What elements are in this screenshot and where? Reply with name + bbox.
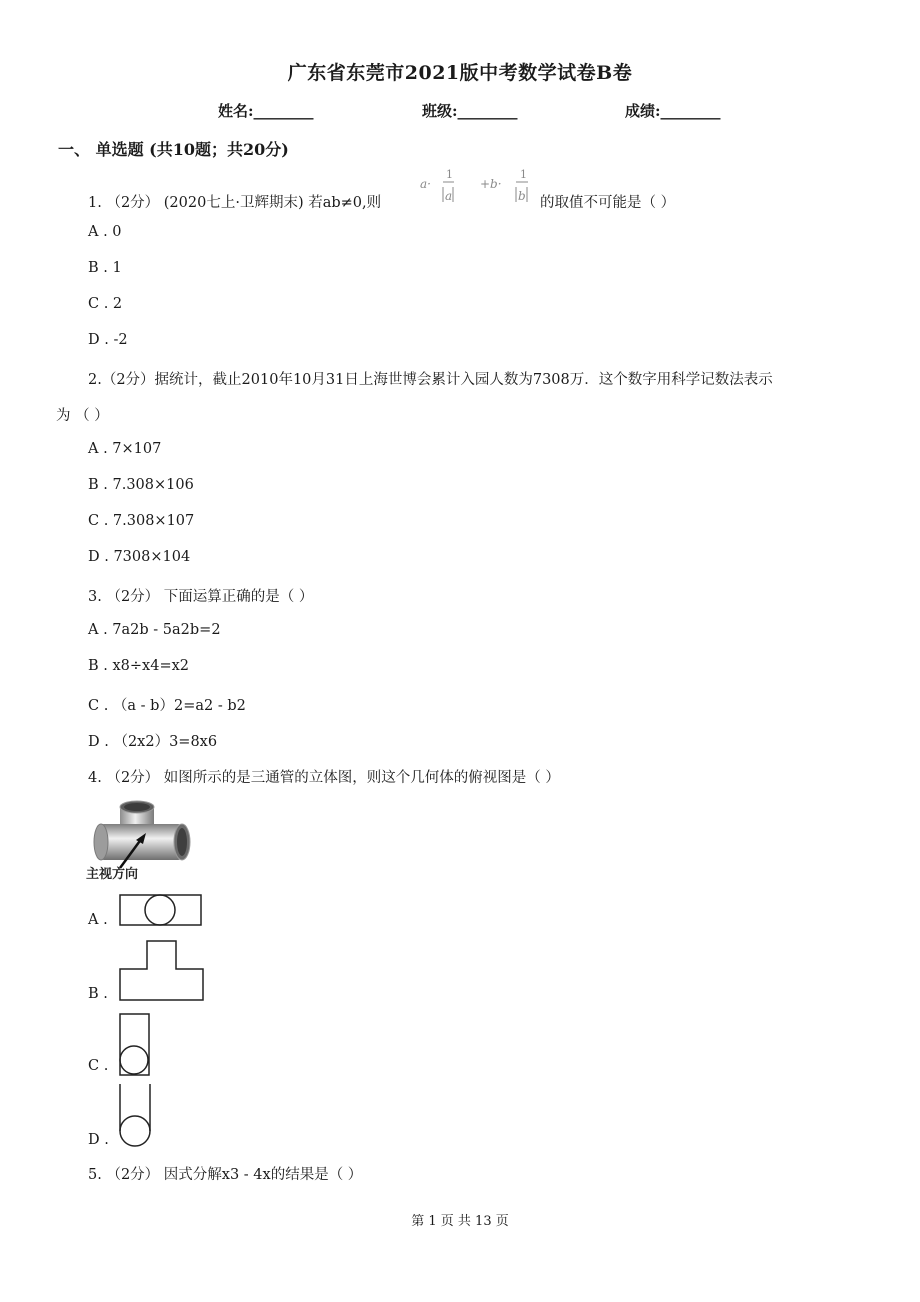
exam-title: 广东省东莞市2021版中考数学试卷B卷	[287, 62, 633, 84]
question-5-stem: 5. （2分） 因式分解x3 - 4x的结果是（ ）	[88, 1167, 363, 1183]
q4-option-d: D .	[88, 1132, 109, 1148]
question-4-stem: 4. （2分） 如图所示的是三通管的立体图，则这个几何体的俯视图是（ ）	[88, 770, 560, 786]
q1-option-c: C . 2	[88, 296, 123, 312]
view-direction-caption: 主视方向	[86, 867, 139, 882]
formula-denominator-b: b	[518, 189, 526, 203]
name-field-label: 姓名:________	[218, 102, 314, 120]
question-1-stem-a: 1. （2分） (2020七上·卫辉期末) 若ab≠0,则	[88, 195, 382, 211]
q4-option-b: B .	[88, 986, 108, 1002]
q1-option-b: B . 1	[88, 260, 122, 276]
q4-option-b-figure	[119, 940, 205, 1002]
q1-option-a: A . 0	[88, 224, 122, 240]
formula-term-a: a·	[420, 177, 431, 191]
q2-option-b: B . 7.308×106	[88, 477, 194, 493]
page-footer: 第 1 页 共 13 页	[411, 1214, 509, 1229]
score-field-label: 成绩:________	[625, 102, 721, 120]
q3-option-a: A . 7a2b - 5a2b=2	[88, 622, 221, 638]
question-2-stem-line2: 为 （ ）	[56, 408, 109, 424]
q1-option-d: D . -2	[88, 332, 128, 348]
q3-option-b: B . x8÷x4=x2	[88, 658, 189, 674]
formula-numerator-2: 1	[520, 168, 527, 181]
q2-option-d: D . 7308×104	[88, 549, 191, 565]
q3-option-d: D . （2x2）3=8x6	[88, 734, 218, 750]
q4-option-c-figure	[118, 1013, 152, 1077]
question-2-stem-line1: 2.（2分）据统计，截止2010年10月31日上海世博会累计入园人数为7308万．这个数字用科学记数法表示	[88, 372, 773, 388]
formula-denominator-a: a	[445, 189, 453, 203]
q4-option-a: A .	[88, 912, 108, 928]
question-1-formula	[418, 164, 538, 210]
formula-numerator-1: 1	[446, 168, 453, 181]
q2-option-c: C . 7.308×107	[88, 513, 195, 529]
q4-option-c: C .	[88, 1058, 109, 1074]
q4-option-d-figure	[118, 1083, 154, 1149]
q4-option-a-figure	[119, 893, 203, 927]
question-3-stem: 3. （2分） 下面运算正确的是（ ）	[88, 589, 314, 605]
q2-option-a: A . 7×107	[88, 441, 162, 457]
question-1-stem-b: 的取值不可能是（ ）	[540, 195, 676, 211]
q3-option-c: C . （a - b）2=a2 - b2	[88, 698, 246, 714]
class-field-label: 班级:________	[422, 102, 518, 120]
section-heading: 一、 单选题 (共10题；共20分)	[58, 140, 289, 159]
formula-term-b: +b·	[480, 177, 502, 191]
tee-pipe-illustration	[86, 798, 196, 884]
